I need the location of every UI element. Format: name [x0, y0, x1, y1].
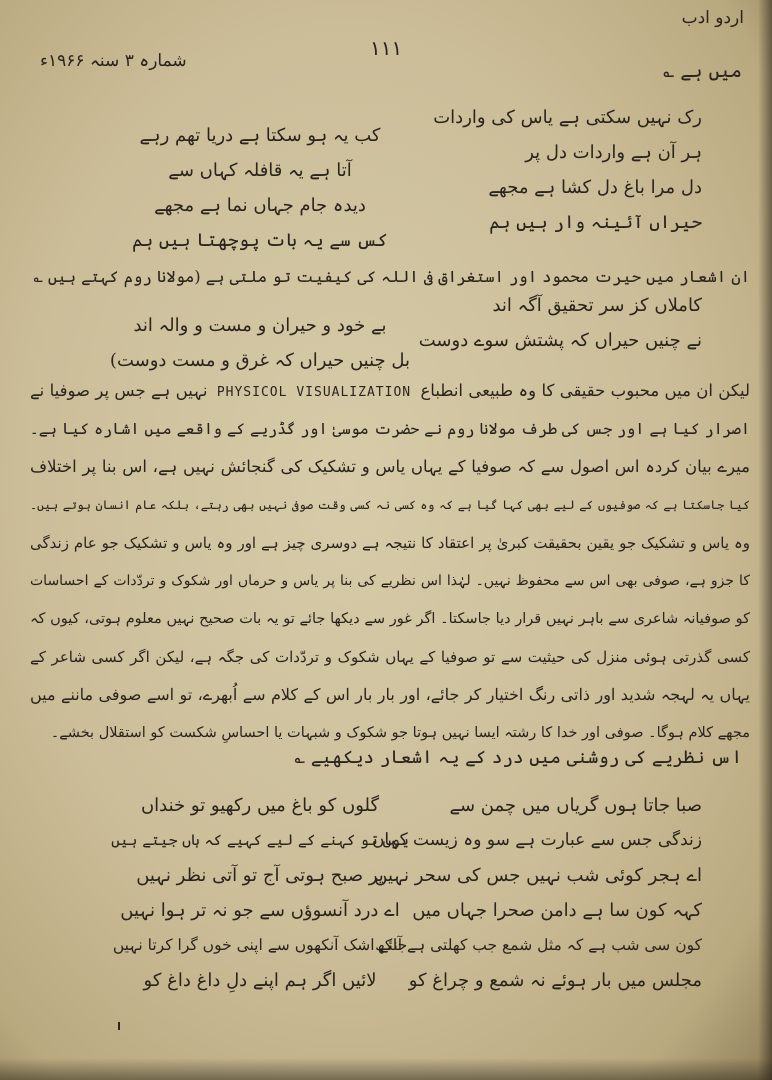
- verse-line: آتا ہے یہ قافلہ کہاں سے: [168, 160, 352, 181]
- paragraph-2: [30, 372, 750, 752]
- verse-line: یوں تو کہنے کے لیے کہیے کہ ہاں جیتے ہیں: [111, 831, 409, 849]
- verse-line: پر صبح ہوتی آج تو آتی نظر نہیں: [136, 865, 384, 886]
- running-header-journal: اردو ادب: [681, 8, 744, 28]
- intro-line: میں ہے ؎: [663, 60, 742, 82]
- verse-line: کاملاں کز سر تحقیق آگہ اند: [492, 295, 702, 316]
- prose-line: ان اشعار میں حیرت محمود اور استغراق فی اللہ کی کیفیت تو ملتی ہے (مولانا روم کہتے ہیں ؎: [33, 267, 750, 286]
- stanza2-left-column: [110, 308, 410, 378]
- prose-segment: لیکن ان میں محبوب حقیقی کا وہ طبیعی انطباع: [420, 381, 750, 400]
- running-header-issue: شمارہ ۳ سنہ ۱۹۶۶ء: [40, 51, 187, 71]
- verse-line: کہہ کون سا ہے دامن صحرا جہاں میں: [412, 900, 702, 921]
- stanza3-left-column: [110, 788, 410, 998]
- page-edge-shadow-right: [758, 0, 772, 1080]
- prose-line: کا جزو ہے، صوفی بھی اس سے محفوظ نہیں۔ لہٰذا اس نظریے کی بنا پر یاس و حرماں اور شکوک و تردّدات کے احساسات: [30, 573, 750, 589]
- prose-line: کسی گذرتی ہوئی منزل کی حیثیت سے تو صوفیا کے یہاں شکوک و تردّدات کی جگہ ہے، لیکن اگر کسی شاعر کے: [30, 648, 750, 666]
- prose-segment: نہیں ہے جس پر صوفیا نے: [30, 381, 208, 400]
- verse-line: اے ہجر کوئی شب نہیں جس کی سحر نہیں: [374, 865, 702, 886]
- section-lead-line: اس نظریے کی روشنی میں درد کے یہ اشعار دیکھیے ؎: [294, 747, 742, 768]
- verse-line: کس سے یہ بات پوچھتا ہیں ہم: [132, 230, 388, 251]
- verse-line: رک نہیں سکتی ہے یاس کی واردات: [433, 107, 702, 128]
- page-edge-shadow-bottom: [0, 1058, 772, 1080]
- verse-line: حیراں آئینہ وار ہیں ہم: [489, 212, 702, 233]
- stanza3-right-column: [372, 788, 702, 998]
- prose-line: کیا جاسکتا ہے کہ صوفیوں کے لیے بھی کہا گیا ہے کہ وہ کسی نہ کسی وقت صوفی نہیں بھی رہتے، بلکہ عام انسان ہوتے ہیں۔: [30, 498, 750, 512]
- verse-line: زندگی جس سے عبارت ہے سو وہ زیست کہاں: [371, 830, 702, 850]
- prose-line: یہاں یہ لہجہ شدید اور ذاتی رنگ اختیار کر جائے، اور بار بار اس کے کلام سے اُبھرے، تو اسے صوفی ماننے میں: [30, 685, 750, 704]
- prose-line: میرے بیان کردہ اس اصول سے کہ صوفیا کے یہاں یاس و تشکیک کی گنجائش نہیں ہے، اس بنا پر اختلاف: [30, 457, 750, 476]
- verse-line: کب یہ ہو سکتا ہے دریا تھم رہے: [139, 125, 381, 146]
- latin-term: PHYSICOL VISUALIZATION: [216, 385, 412, 400]
- verse-line: بے خود و حیران و مست و والہ اند: [133, 315, 387, 336]
- verse-line: لائیں اگر ہم اپنے دلِ داغ داغ کو: [143, 970, 377, 991]
- verse-line: مجلس میں بار ہوئے نہ شمع و چراغ کو: [408, 970, 702, 991]
- stanza1-left-column: [110, 118, 410, 258]
- verse-line: اے درد آنسوؤں سے جو نہ تر ہوا نہیں: [120, 900, 400, 921]
- verse-line: صبا جاتا ہوں گریاں میں چمن سے: [449, 795, 702, 816]
- page-number: ١١١: [370, 36, 403, 60]
- prose-line: مجھے کلام ہوگا۔ صوفی اور خدا کا رشتہ ایسا نہیں ہوتا جو شکوک و شبہات یا احساسِ شکست کو استقلال بخشے۔: [50, 725, 750, 741]
- verse-line: گلوں کو باغ میں رکھیو تو خنداں: [140, 795, 380, 816]
- verse-line: دل مرا باغ دل کشا ہے مجھے: [488, 177, 702, 198]
- prose-line-with-latin: [30, 372, 750, 410]
- verse-line: ہر آن ہے واردات دل پر: [525, 142, 702, 163]
- stanza1-right-column: [372, 100, 702, 240]
- prose-line: اصرار کیا ہے اور جس کی طرف مولانا روم نے حضرت موسیٰ اور گڈریے کے واقعے میں اشارہ کیا ہے۔: [29, 420, 750, 438]
- verse-line: بل چنیں حیراں کہ غرق و مست دوست): [109, 350, 410, 371]
- prose-line: کو صوفیانہ شاعری سے باہر نہیں قرار دیا جاسکتا۔ اگر غور سے دیکھا جائے تو یہ بات صحیح نہیں معلوم ہوتی، کیوں کہ: [30, 611, 750, 627]
- verse-line: کون سی شب ہے کہ مثل شمع جب کھلتی ہے آنکھ: [375, 936, 702, 954]
- margin-mark: [118, 1022, 120, 1030]
- verse-line: دیدہ جام جہاں نما ہے مجھے: [154, 195, 366, 216]
- verse-line: جائے اشک آنکھوں سے اپنی خوں گرا کرتا نہیں: [112, 936, 408, 954]
- prose-line: وہ یاس و تشکیک جو یقین بحقیقت کبریٰ پر اعتقاد کا نتیجہ ہے دوسری چیز ہے اور وہ یاس و تشکیک جو عام زندگی: [30, 534, 750, 552]
- verse-line: نے چنیں حیراں کہ پشتش سوے دوست: [418, 330, 702, 351]
- stanza2-right-column: [372, 288, 702, 358]
